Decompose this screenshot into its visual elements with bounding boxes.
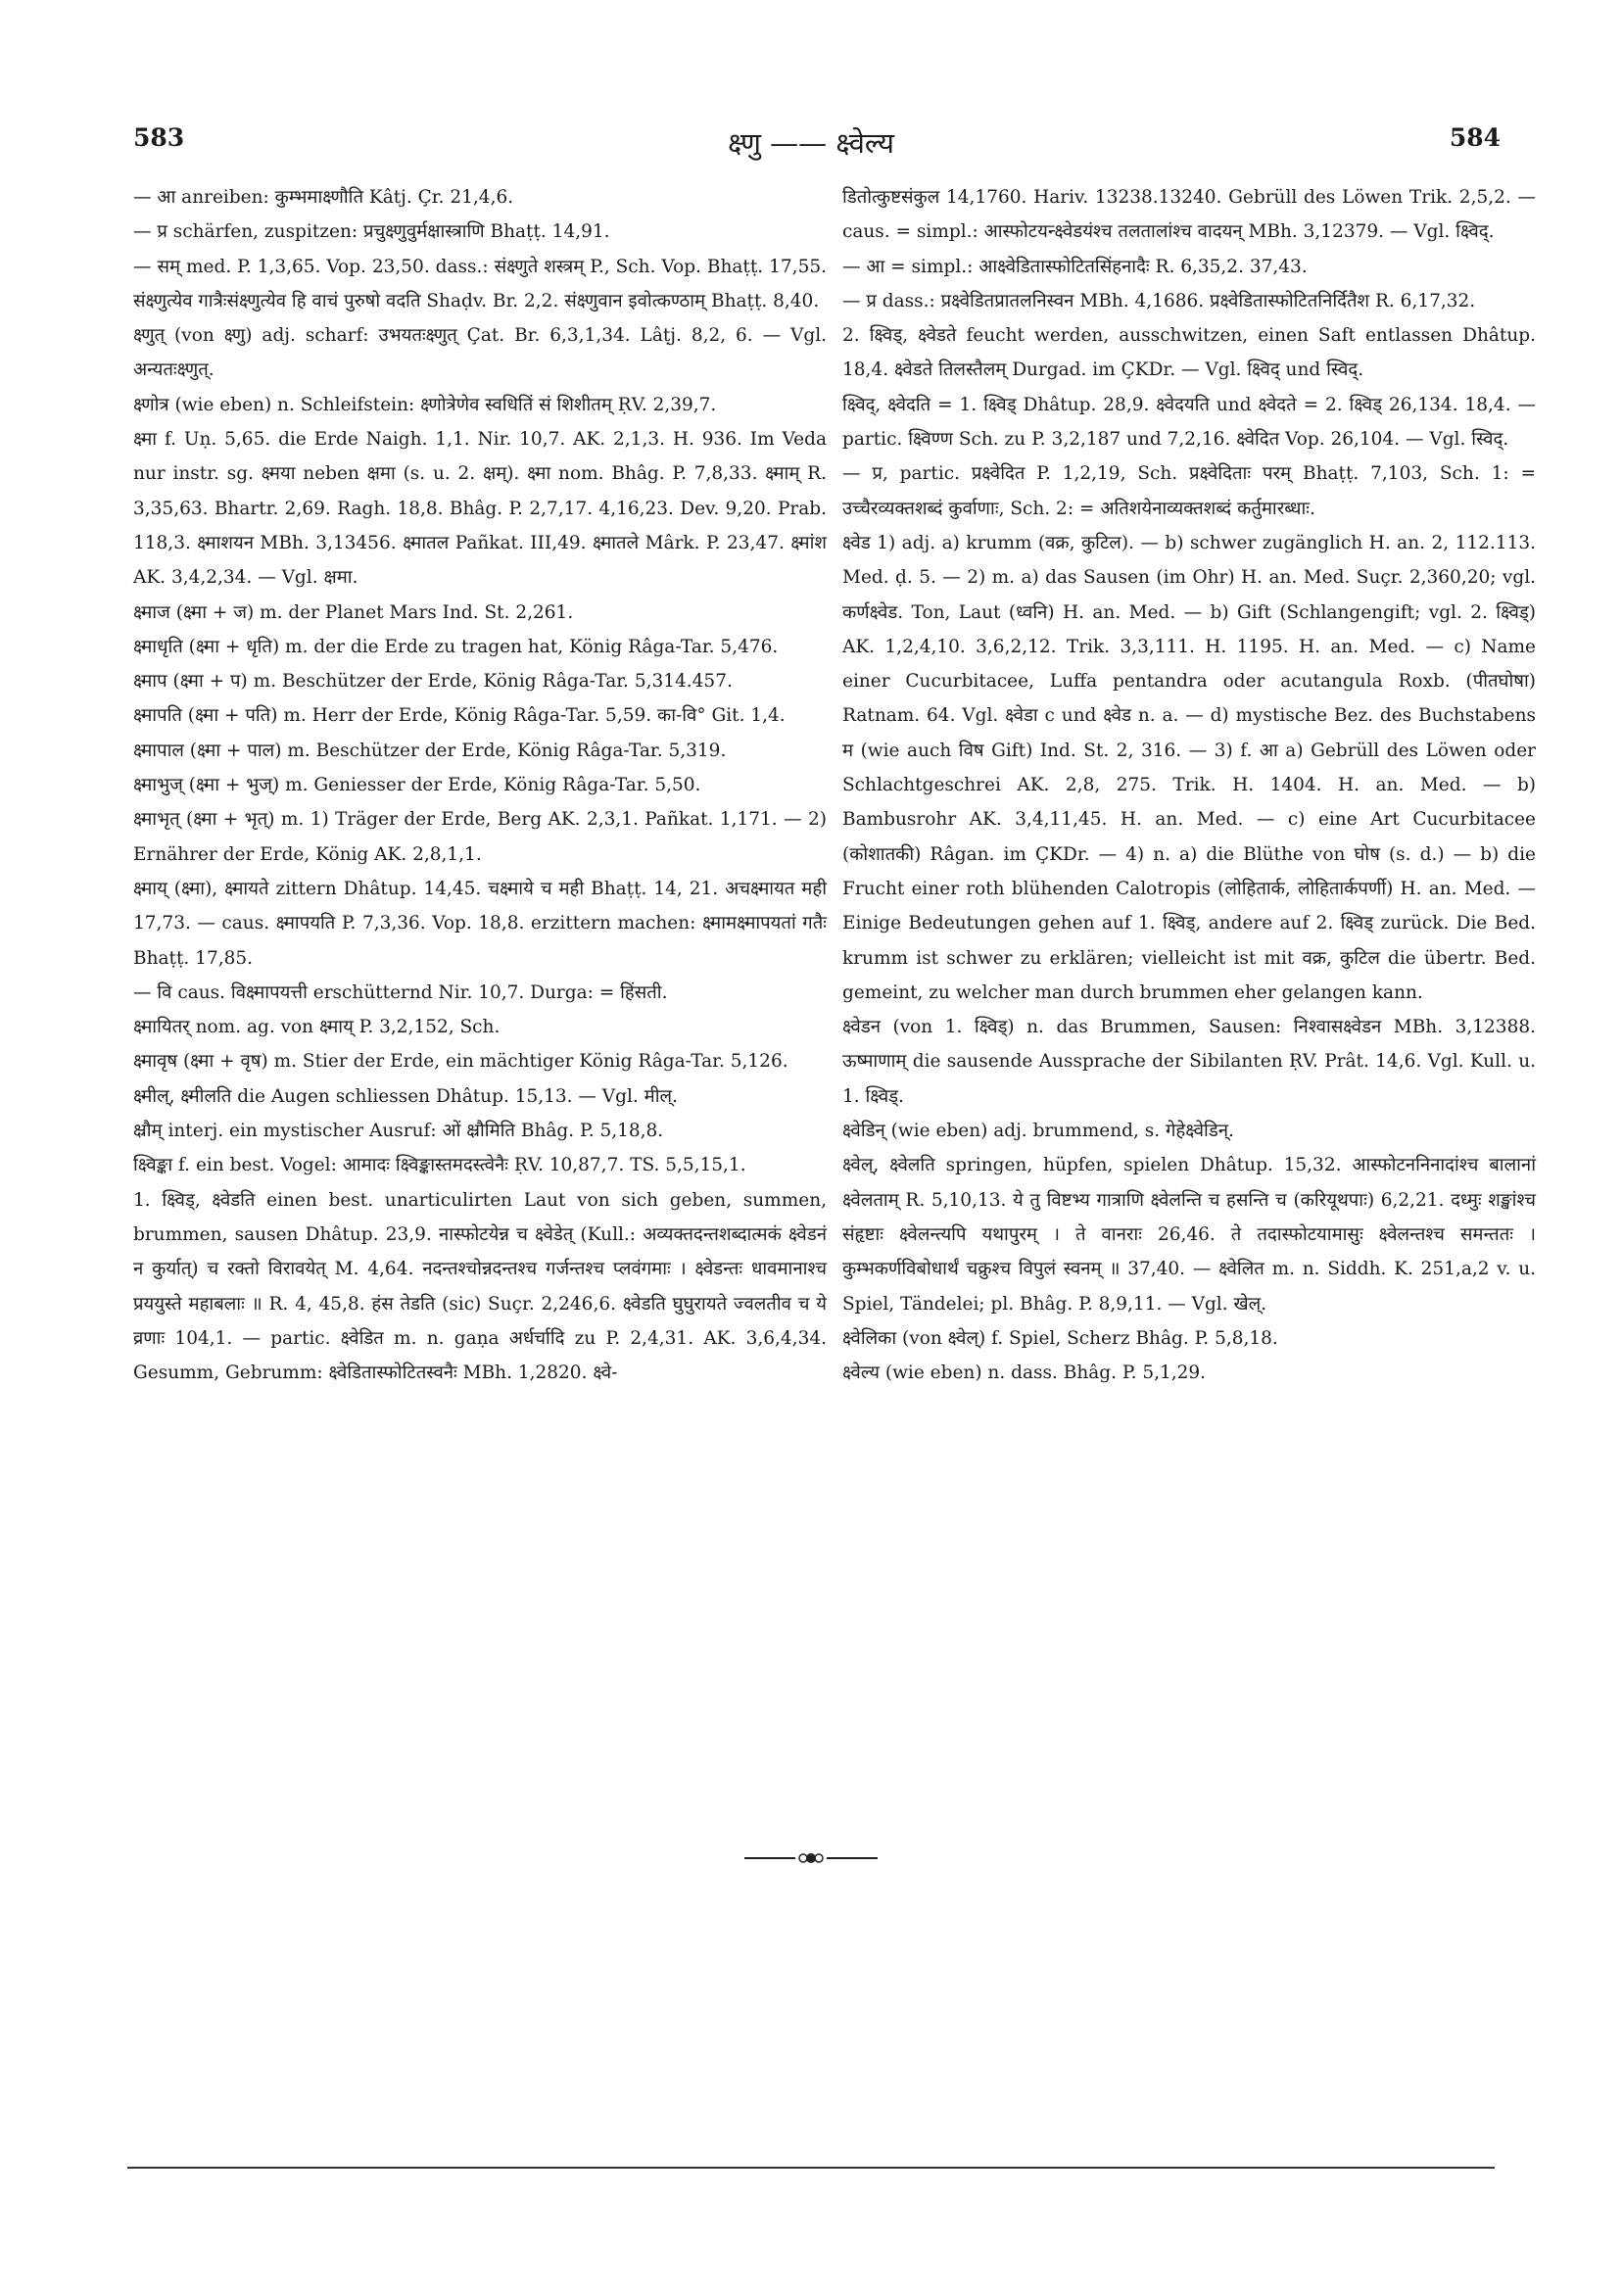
dictionary-entry: क्ष्मील्, क्ष्मीलति die Augen schliessen Dhâtup. 15,13. — Vgl. मील्. (133, 1085, 678, 1107)
dictionary-entry: क्ष्विद्, क्ष्वेदति = 1. क्ष्विड् Dhâtup. 28,9. क्ष्वेदयति und क्ष्वेदते = 2. क्ष्विड् 26,134. 18,4. — partic. क्ष्विण्ण Sch. zu P. 3,2,187 und 7,2,16. क्ष्वेदित Vop. 26,104. — Vgl. स्विद्. (842, 394, 1536, 451)
dictionary-entry: क्ष्मा f. Uṇ. 5,65. die Erde Naigh. 1,1. Nir. 10,7. AK. 2,1,3. H. 936. Im Veda nur instr. sg. क्ष्मया neben क्षमा (s. u. 2. क्षम्). क्ष्मा nom. Bhâg. P. 7,8,33. क्ष्माम् R. 3,35,63. Bhartr. 2,69. Ragh. 18,8. Bhâg. P. 2,7,17. 4,16,23. Dev. 9,20. Prab. 118,3. क्ष्माशयन MBh. 3,13456. क्ष्मातल Pañkat. III,49. क्ष्मातले Mârk. P. 23,47. क्ष्मांश AK. 3,4,2,34. — Vgl. क्षमा. (133, 429, 827, 589)
dictionary-entry: — प्र schärfen, zuspitzen: प्रचुक्ष्णुवुर्मक्षास्त्राणि Bhaṭṭ. 14,91. (133, 221, 610, 243)
dictionary-entry: क्ष्वेल्, क्ष्वेलति springen, hüpfen, spielen Dhâtup. 15,32. आस्फोटननिनादांश्च बालानां क्ष्वेलताम् R. 5,10,13. ये तु विष्टभ्य गात्राणि क्ष्वेलन्ति च हसन्ति च (करियूथपाः) 6,2,21. दध्मुः शङ्खांश्च संहृष्टाः क्ष्वेलन्त्यपि यथापुरम् । ते वानराः 26,46. ते तदास्फोटयामासुः क्ष्वेलन्तश्च समन्ततः । कुम्भकर्णविबोधार्थं चक्रुश्च विपुलं स्वनम् ॥ 37,40. — क्ष्वेलित m. n. Siddh. K. 251,a,2 v. u. Spiel, Tändelei; pl. Bhâg. P. 8,9,11. — Vgl. खेल्. (842, 1155, 1536, 1315)
dictionary-entry: क्ष्माज (क्ष्मा + ज) m. der Planet Mars Ind. St. 2,261. (133, 601, 574, 623)
dictionary-entry: क्ष्मावृष (क्ष्मा + वृष) m. Stier der Erde, ein mächtiger König Râga-Tar. 5,126. (133, 1051, 788, 1073)
dictionary-entry: — प्र dass.: प्रक्ष्वेडितप्रातलनिस्वन MBh. 4,1686. प्रक्ष्वेडितास्फोटितनिर्दितैश R. 6,17,32. (842, 290, 1476, 311)
dictionary-entry: क्ष्माय् (क्ष्मा), क्ष्मायते zittern Dhâtup. 14,45. चक्ष्माये च मही Bhaṭṭ. 14, 21. अचक्ष्मायत मही 17,73. — caus. क्ष्मापयति P. 7,3,36. Vop. 18,8. erzittern machen: क्ष्मामक्ष्मापयतां गतैः Bhaṭṭ. 17,85. (133, 878, 827, 969)
dictionary-entry: क्ष्वेल्य (wie eben) n. dass. Bhâg. P. 5,1,29. (842, 1363, 1207, 1384)
dictionary-entry: क्ष्वेलिका (von क्ष्वेल्) f. Spiel, Scherz Bhâg. P. 5,8,18. (842, 1327, 1278, 1349)
dictionary-entry: क्ष्माभृत् (क्ष्मा + भृत्) m. 1) Träger der Erde, Berg AK. 2,3,1. Pañkat. 1,171. — 2) Ernährer der Erde, König AK. 2,8,1,1. (133, 809, 827, 865)
dictionary-entry: 2. क्ष्विड्, क्ष्वेडते feucht werden, ausschwitzen, einen Saft entlassen Dhâtup. 18,4. क्ष्वेडते तिलस्तैलम् Durgad. im ÇKDr. — Vgl. क्ष्विद् und स्विद्. (842, 325, 1536, 381)
dictionary-entry: — सम् med. P. 1,3,65. Vop. 23,50. dass.: संक्ष्णुते शस्त्रम् P., Sch. Vop. Bhaṭṭ. 17,55. संक्ष्णुत्येव गात्रैःसंक्ष्णुत्येव हि वाचं पुरुषो वदति Shaḍv. Br. 2,2. संक्ष्णुवान इवोत्कण्ठाम् Bhaṭṭ. 8,40. (133, 256, 827, 311)
dictionary-entry: क्ष्णुत् (von क्ष्णु) adj. scharf: उभयतःक्ष्णुत् Çat. Br. 6,3,1,34. Lâṭj. 8,2, 6. — Vgl. अन्यतःक्ष्णुत्. (133, 325, 827, 381)
left-column (133, 180, 827, 1390)
dictionary-entry: 1. क्ष्विड्, क्ष्वेडति einen best. unarticulirten Laut von sich geben, summen, brummen, sausen Dhâtup. 23,9. नास्फोटयेन्न च क्ष्वेडेत् (Kull.: अव्यक्तदन्तशब्दात्मकं क्ष्वेडनं न कुर्यात्) च रक्तो विरावयेत् M. 4,64. नदन्तश्चोन्नदन्तश्च गर्जन्तश्च प्लवंगमाः । क्ष्वेडन्तः धावमानाश्च प्रययुस्ते महाबलाः ॥ R. 4, 45,8. हंस तेडति (sic) Suçr. 2,246,6. क्ष्वेडति घुघुरायते ज्वलतीव च ये व्रणाः 104,1. — partic. क्ष्वेडित m. n. gaṇa अर्धर्चादि zu P. 2,4,31. AK. 3,6,4,34. Gesumm, Gebrumm: क्ष्वेडितास्फोटितस्वनैः MBh. 1,2820. क्ष्वे- (133, 1189, 827, 1384)
bottom-rule (127, 2167, 1495, 2169)
dictionary-entry: क्ष्माधृति (क्ष्मा + धृति) m. der die Erde zu tragen hat, König Râga-Tar. 5,476. (133, 636, 779, 657)
dictionary-entry: क्ष्रौम् interj. ein mystischer Ausruf: ओं क्ष्रौमिति Bhâg. P. 5,18,8. (133, 1121, 664, 1142)
dictionary-entry: — आ = simpl.: आक्ष्वेडितास्फोटितसिंहनादैः R. 6,35,2. 37,43. (842, 256, 1308, 277)
dictionary-entry: क्ष्णोत्र (wie eben) n. Schleifstein: क्ष्णोत्रेणेव स्वधितिं सं शिशीतम् ṚV. 2,39,7. (133, 394, 717, 415)
right-column (842, 180, 1536, 1390)
dictionary-entry: क्ष्माप (क्ष्मा + प) m. Beschützer der Erde, König Râga-Tar. 5,314.457. (133, 671, 733, 693)
page-number-right: 584 (1449, 123, 1501, 152)
dictionary-entry: क्ष्मापाल (क्ष्मा + पाल) m. Beschützer der Erde, König Râga-Tar. 5,319. (133, 740, 727, 761)
dictionary-entry: क्ष्वेडिन् (wie eben) adj. brummend, s. गेहेक्ष्वेडिन्. (842, 1121, 1234, 1142)
dictionary-entry: क्ष्मायितर् nom. ag. von क्ष्माय् P. 3,2,152, Sch. (133, 1017, 501, 1038)
dictionary-entry: क्ष्विङ्का f. ein best. Vogel: आमादः क्ष्विङ्कास्तमदस्त्वेनैः ṚV. 10,87,7. TS. 5,5,15,1. (133, 1155, 746, 1176)
dictionary-entry: क्ष्वेड 1) adj. a) krumm (वक्र, कुटिल). — b) schwer zugänglich H. an. 2, 112.113. Med. ḍ. 5. — 2) m. a) das Sausen (im Ohr) H. an. Med. Suçr. 2,360,20; vgl. कर्णक्ष्वेड. Ton, Laut (ध्वनि) H. an. Med. — b) Gift (Schlangengift; vgl. 2. क्ष्विड्) AK. 1,2,4,10. 3,6,2,12. Trik. 3,3,111. H. 1195. H. an. Med. — c) Name einer Cucurbitacee, Luffa pentandra oder acutangula Roxb. (पीतघोषा) Ratnam. 64. Vgl. क्ष्वेडा c und क्ष्वेड n. a. — d) mystische Bez. des Buchstabens म (wie auch विष Gift) Ind. St. 2, 316. — 3) f. आ a) Gebrüll des Löwen oder Schlachtgeschrei AK. 2,8, 275. Trik. H. 1404. H. an. Med. — b) Bambusrohr AK. 3,4,11,45. H. an. Med. — c) eine Art Cucurbitacee (कोशातकी) Râgan. im ÇKDr. — 4) n. a) die Blüthe von घोष (s. d.) — b) die Frucht einer roth blühenden Calotropis (लोहितार्क, लोहितार्कपर्णी) H. an. Med. — Einige Bedeutungen gehen auf 1. क्ष्विड्, andere auf 2. क्ष्विड् zurück. Die Bed. krumm ist schwer zu erklären; vielleicht ist mit वक्र, कुटिल die übertr. Bed. gemeint, zu welcher man durch brummen eher gelangen kann. (842, 532, 1536, 1003)
dictionary-entry: — आ anreiben: कुम्भमाक्ष्णौति Kâtj. Çr. 21,4,6. (133, 187, 514, 208)
page-number-left: 583 (133, 123, 185, 152)
dictionary-entry: — वि caus. विक्ष्मापयत्ती erschütternd Nir. 10,7. Durga: = हिंसती. (133, 981, 668, 1003)
dictionary-entry: डितोत्कुष्टसंकुल 14,1760. Hariv. 13238.13240. Gebrüll des Löwen Trik. 2,5,2. — caus. = simpl.: आस्फोटयन्क्ष्वेडयंश्च तलतालांश्च वादयन् MBh. 3,12379. — Vgl. क्ष्विद्. (842, 187, 1536, 243)
dictionary-entry: क्ष्मापति (क्ष्मा + पति) m. Herr der Erde, König Râga-Tar. 5,59. का-वि° Git. 1,4. (133, 705, 786, 727)
running-headword-range: क्ष्णु —— क्ष्वेल्य (728, 126, 894, 160)
dictionary-entry: क्ष्वेडन (von 1. क्ष्विड्) n. das Brummen, Sausen: निश्वासक्ष्वेडन MBh. 3,12388. ऊष्माणाम् die sausende Aussprache der Sibilanten ṚV. Prât. 14,6. Vgl. Kull. u. 1. क्ष्विड्. (842, 1017, 1536, 1107)
end-ornament (744, 1849, 878, 1867)
dictionary-entry: — प्र, partic. प्रक्ष्वेदित P. 1,2,19, Sch. प्रक्ष्वेदिताः परम् Bhaṭṭ. 7,103, Sch. 1: = उच्चैरव्यक्तशब्दं कुर्वाणाः, Sch. 2: = अतिशयेनाव्यक्तशब्दं कर्तुमारब्धाः. (842, 463, 1536, 519)
dictionary-entry: क्ष्माभुज् (क्ष्मा + भुज्) m. Geniesser der Erde, König Râga-Tar. 5,50. (133, 775, 701, 796)
